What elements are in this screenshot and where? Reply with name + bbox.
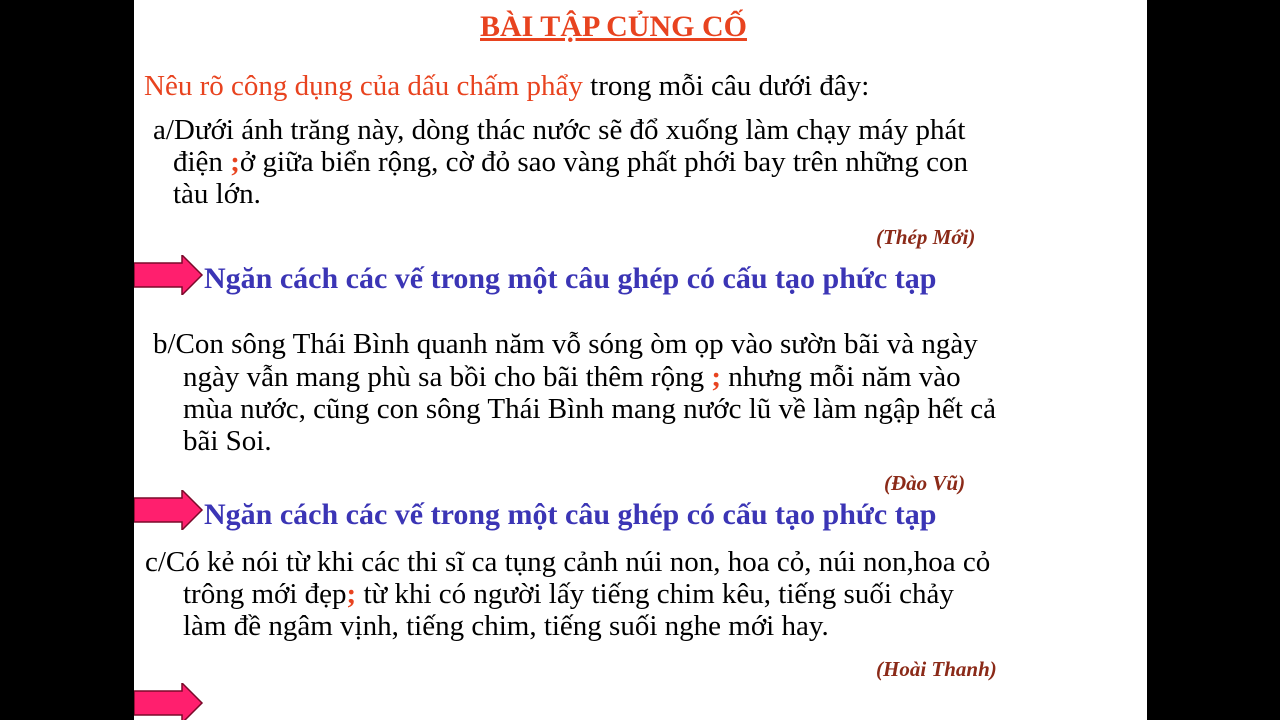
semicolon-mark: ; [230,146,240,178]
instruction-rest: trong mỗi câu dưới đây: [582,70,870,102]
item-a-line-2-end: ở giữa biển rộng, cờ đỏ sao vàng phất phới bay trên những con [239,146,969,178]
item-a-line-2 [173,146,968,178]
item-b-source: (Đào Vũ) [884,471,966,495]
arrow-right-icon [134,683,204,720]
slide-title: BÀI TẬP CỦNG CỐ [480,10,747,43]
item-b-line-1: b/Con sông Thái Bình quanh năm vỗ sóng òm ọp vào sườn bãi và ngày [153,328,978,360]
item-c-line-3: làm đề ngâm vịnh, tiếng chim, tiếng suối nghe mới hay. [183,610,829,642]
item-c-line-1: c/Có kẻ nói từ khi các thi sĩ ca tụng cảnh núi non, hoa cỏ, núi non,hoa cỏ [145,546,991,578]
item-b-line-3: mùa nước, cũng con sông Thái Bình mang nước lũ về làm ngập hết cả [183,393,996,425]
item-a-line-1: a/Dưới ánh trăng này, dòng thác nước sẽ đổ xuống làm chạy máy phát [153,114,966,146]
item-a-source: (Thép Mới) [876,225,976,249]
item-b-line-2-start: ngày vẫn mang phù sa bồi cho bãi thêm rộng [183,361,712,393]
item-a-answer: Ngăn cách các vế trong một câu ghép có cấu tạo phức tạp [204,262,937,295]
semicolon-mark: ; [346,578,357,610]
item-b-line-4: bãi Soi. [183,425,272,457]
item-c-line-2 [183,578,954,610]
item-a-line-2-start: điện [173,146,231,178]
semicolon-mark: ; [711,361,722,393]
item-c-source: (Hoài Thanh) [876,657,997,681]
instruction [144,70,869,103]
item-c-line-2-end: từ khi có người lấy tiếng chim kêu, tiếng suối chảy [356,578,954,610]
item-b-line-2-end: nhưng mỗi năm vào [721,361,961,393]
arrow-right-icon [134,255,204,295]
item-b-line-2 [183,361,961,393]
item-b-answer: Ngăn cách các vế trong một câu ghép có cấu tạo phức tạp [204,498,937,531]
item-c-line-2-start: trông mới đẹp [183,578,347,610]
instruction-highlight: Nêu rõ công dụng của dấu chấm phẩy [144,70,583,102]
slide [134,0,1147,720]
item-a-line-3: tàu lớn. [173,178,261,210]
arrow-right-icon [134,490,204,530]
